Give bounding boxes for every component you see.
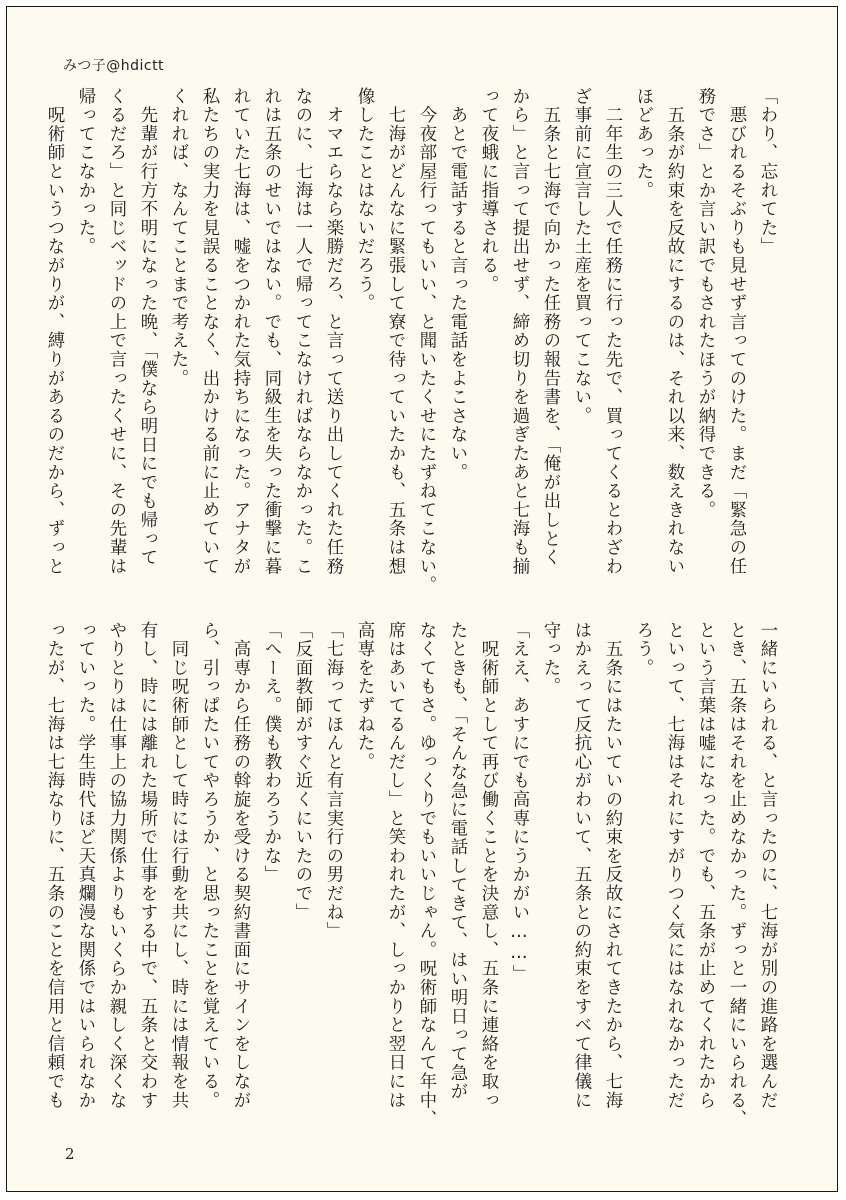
text-line: から」と言って提出せず、締め切りを過ぎたあと七海も揃 — [509, 87, 529, 576]
text-line: 七海がどんなに緊張して寮で待っていたかも、五条は想 — [385, 87, 405, 576]
text-line: ざ事前に宣言した土産を買ってこない。 — [571, 87, 591, 426]
text-line: 高専をたずねた。 — [354, 621, 374, 772]
text-line: 悪びれるそぶりも見せず言ってのけた。まだ「緊急の任 — [726, 87, 746, 576]
text-line: くれれば、なんてことまで考えた。 — [168, 87, 188, 388]
text-line: 私たちの実力を見誤ることなく、出かける前に止めていて — [199, 87, 219, 576]
text-line: たときも、「そんな急に電話してきて、はい明日って急が — [447, 621, 467, 1102]
text-line: ったが、七海は七海なりに、五条のことを信用と信頼でも — [44, 621, 64, 1110]
text-line: 呪術師というつながりが、縛りがあるのだから、ずっと — [44, 87, 64, 576]
text-line: 像したことはないだろう。 — [354, 87, 374, 313]
text-line: とき、五条はそれを止めなかった。ずっと一緒にいられる、 — [726, 621, 746, 1129]
text-line: 「わり、忘れてた」 — [757, 87, 777, 257]
text-line: れは五条のせいではない。でも、同級生を失った衝撃に暮 — [261, 87, 281, 576]
text-line: 呪術師として再び働くことを決意し、五条に連絡を取っ — [478, 621, 498, 1110]
text-line: はかえって反抗心がわいて、五条との約束をすべて律儀に — [571, 621, 591, 1110]
text-line: 「反面教師がすぐ近くにいたので」 — [292, 621, 312, 922]
text-line: オマエらなら楽勝だろ、と言って送り出してくれた任務 — [323, 87, 343, 576]
text-line: 守った。 — [540, 621, 560, 697]
text-line: という言葉は嘘になった。でも、五条が止めてくれたから — [695, 621, 715, 1110]
text-line: 「七海ってほんと有言実行の男だね」 — [323, 621, 343, 941]
text-line: なくてもさ。ゆっくりでもいいじゃん。呪術師なんて年中、 — [416, 621, 436, 1129]
text-line: 同じ呪術師として時には行動を共にし、時には情報を共 — [168, 621, 188, 1110]
text-line: 高専から任務の斡旋を受ける契約書面にサインをしなが — [230, 621, 250, 1110]
text-line: 先輩が行方不明になった晩、「僕なら明日にでも帰って — [137, 87, 157, 568]
text-line: 今夜部屋行ってもいい、と聞いたくせにたずねてこない。 — [416, 87, 436, 595]
text-line: 五条にはたいていの約束を反故にされてきたから、七海 — [602, 621, 622, 1110]
text-line: 「へーえ。僕も教わろうかな」 — [261, 621, 281, 885]
text-line: 二年生の三人で任務に行った先で、買ってくるとわざわ — [602, 87, 622, 576]
page-number: 2 — [65, 1145, 75, 1163]
text-line: ろう。 — [633, 621, 653, 678]
text-line: 帰ってこなかった。 — [75, 87, 95, 257]
text-line: 席はあいてるんだし」と笑われたが、しっかりと翌日には — [385, 621, 405, 1110]
upper-text-block — [38, 87, 782, 597]
text-line: 「ええ、あすにでも高専にうかがい……」 — [509, 621, 529, 984]
text-line: って夜蛾に指導される。 — [478, 87, 498, 294]
text-line: やりとりは仕事上の協力関係よりもいくらか親しく深くな — [106, 621, 126, 1110]
text-line: なのに、七海は一人で帰ってこなければならなかった。こ — [292, 87, 312, 576]
text-line: 五条と七海で向かった任務の報告書を、「俺が出しとく — [540, 87, 560, 568]
text-line: 務でさ」とか言い訳でもされたほうが納得できる。 — [695, 87, 715, 520]
text-line: ほどあった。 — [633, 87, 653, 200]
text-line: 一緒にいられる、と言ったのに、七海が別の進路を選んだ — [757, 621, 777, 1110]
text-line: 五条が約束を反故にするのは、それ以来、数えきれない — [664, 87, 684, 576]
text-line: れていた七海は、嘘をつかれた気持ちになった。アナタが — [230, 87, 250, 576]
book-page — [6, 6, 838, 1192]
text-line: ら、引っぱたいてやろうか、と思ったことを覚えている。 — [199, 621, 219, 1110]
author-handle: みつ子@hdictt — [63, 58, 165, 74]
text-line: っていった。学生時代ほど天真爛漫な関係ではいられなか — [75, 621, 95, 1110]
lower-text-block — [38, 621, 782, 1129]
text-line: くるだろ」と同じベッドの上で言ったくせに、その先輩は — [106, 87, 126, 576]
text-line: あとで電話すると言った電話をよこさない。 — [447, 87, 467, 482]
text-line: 有し、時には離れた場所で仕事をする中で、五条と交わす — [137, 621, 157, 1110]
text-line: といって、七海はそれにすがりつく気にはなれなかっただ — [664, 621, 684, 1110]
